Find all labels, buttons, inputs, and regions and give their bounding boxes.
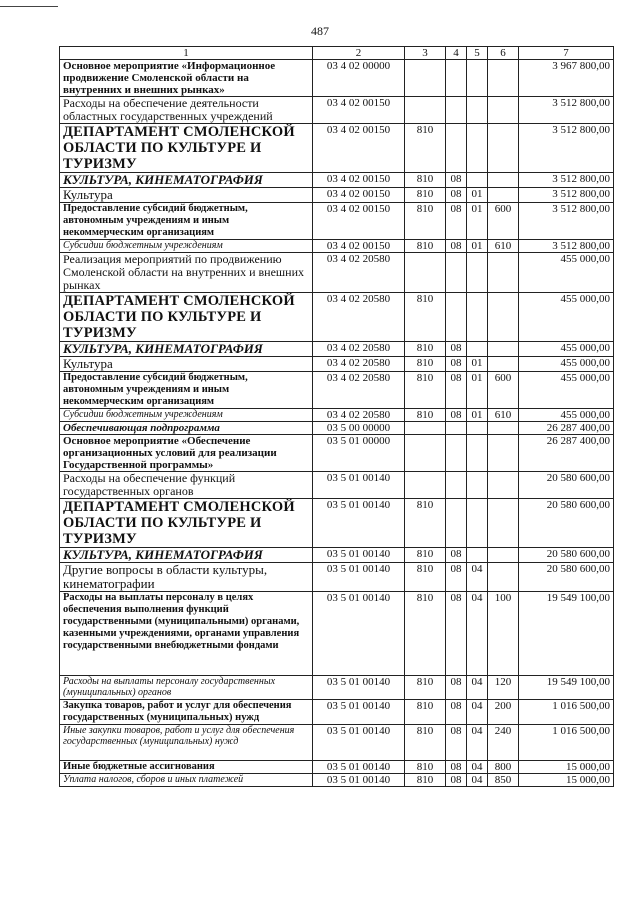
row-subsection: 04 [467, 563, 488, 592]
row-expense-type: 100 [488, 592, 519, 676]
row-amount: 455 000,00 [519, 293, 614, 342]
row-subsection [467, 499, 488, 548]
row-code: 03 4 02 00150 [313, 240, 405, 253]
page-number: 487 [311, 24, 329, 38]
table-row [60, 293, 614, 342]
row-expense-type [488, 499, 519, 548]
row-code: 03 5 01 00140 [313, 563, 405, 592]
row-name: Расходы на обеспечение деятельности областных государственных учреждений [60, 97, 313, 124]
row-ministry [405, 472, 446, 499]
row-code: 03 5 01 00140 [313, 592, 405, 676]
row-amount: 3 512 800,00 [519, 124, 614, 173]
row-ministry: 810 [405, 676, 446, 700]
row-name: Предоставление субсидий бюджетным, автономным учреждениям и иным некоммерческим организациям [60, 203, 313, 240]
row-section: 08 [446, 592, 467, 676]
row-amount: 455 000,00 [519, 409, 614, 422]
row-amount: 3 967 800,00 [519, 60, 614, 97]
row-ministry [405, 435, 446, 472]
row-ministry: 810 [405, 240, 446, 253]
row-section: 08 [446, 357, 467, 372]
row-subsection: 01 [467, 357, 488, 372]
row-subsection: 01 [467, 240, 488, 253]
table-row [60, 725, 614, 761]
row-subsection: 04 [467, 676, 488, 700]
row-section: 08 [446, 774, 467, 787]
row-section: 08 [446, 725, 467, 761]
row-name: Реализация мероприятий по продвижению Смоленской области на внутренних и внешних рынках [60, 253, 313, 293]
row-amount: 19 549 100,00 [519, 592, 614, 676]
row-ministry: 810 [405, 357, 446, 372]
row-expense-type: 120 [488, 676, 519, 700]
row-section: 08 [446, 203, 467, 240]
row-amount: 26 287 400,00 [519, 422, 614, 435]
row-ministry: 810 [405, 499, 446, 548]
row-expense-type [488, 188, 519, 203]
row-amount: 26 287 400,00 [519, 435, 614, 472]
row-ministry [405, 422, 446, 435]
row-expense-type: 600 [488, 372, 519, 409]
table-row [60, 342, 614, 357]
row-name: КУЛЬТУРА, КИНЕМАТОГРАФИЯ [60, 173, 313, 188]
table-row [60, 422, 614, 435]
row-ministry [405, 97, 446, 124]
row-name: ДЕПАРТАМЕНТ СМОЛЕНСКОЙ ОБЛАСТИ ПО КУЛЬТУРЕ И ТУРИЗМУ [60, 293, 313, 342]
row-amount: 3 512 800,00 [519, 188, 614, 203]
column-header: 6 [488, 47, 519, 60]
table-row [60, 774, 614, 787]
row-code: 03 5 00 00000 [313, 422, 405, 435]
row-ministry: 810 [405, 173, 446, 188]
row-expense-type [488, 422, 519, 435]
row-ministry [405, 253, 446, 293]
row-section [446, 60, 467, 97]
row-name: Закупка товаров, работ и услуг для обеспечения государственных (муниципальных) нужд [60, 700, 313, 725]
row-expense-type [488, 293, 519, 342]
row-ministry: 810 [405, 548, 446, 563]
row-subsection [467, 422, 488, 435]
corner-rule [0, 0, 58, 7]
table-row [60, 372, 614, 409]
row-section [446, 472, 467, 499]
row-name: Расходы на выплаты персоналу в целях обеспечения выполнения функций государственными (муниципальными) органами, казенными учреждениями, органами управления государственными внебюджетными фондами [60, 592, 313, 676]
header-row [60, 47, 614, 60]
row-expense-type: 800 [488, 761, 519, 774]
row-ministry [405, 60, 446, 97]
row-name: Субсидии бюджетным учреждениям [60, 409, 313, 422]
row-subsection: 04 [467, 592, 488, 676]
row-subsection: 04 [467, 761, 488, 774]
row-code: 03 5 01 00140 [313, 761, 405, 774]
row-amount: 3 512 800,00 [519, 203, 614, 240]
row-subsection: 01 [467, 372, 488, 409]
row-name: КУЛЬТУРА, КИНЕМАТОГРАФИЯ [60, 342, 313, 357]
table-row [60, 435, 614, 472]
row-amount: 455 000,00 [519, 253, 614, 293]
row-expense-type [488, 472, 519, 499]
row-name: Иные закупки товаров, работ и услуг для обеспечения государственных (муниципальных) нужд [60, 725, 313, 761]
table-row [60, 472, 614, 499]
row-name: Расходы на выплаты персоналу государственных (муниципальных) органов [60, 676, 313, 700]
row-expense-type [488, 563, 519, 592]
row-section: 08 [446, 676, 467, 700]
row-ministry: 810 [405, 774, 446, 787]
row-ministry: 810 [405, 188, 446, 203]
table-row [60, 563, 614, 592]
column-header: 1 [60, 47, 313, 60]
row-section [446, 97, 467, 124]
row-expense-type [488, 60, 519, 97]
row-code: 03 4 02 00150 [313, 173, 405, 188]
row-code: 03 4 02 20580 [313, 253, 405, 293]
table-row [60, 700, 614, 725]
row-name: Другие вопросы в области культуры, кинематографии [60, 563, 313, 592]
row-section: 08 [446, 761, 467, 774]
row-code: 03 4 02 00150 [313, 97, 405, 124]
column-header: 4 [446, 47, 467, 60]
table-row [60, 592, 614, 676]
row-subsection [467, 342, 488, 357]
row-section: 08 [446, 563, 467, 592]
row-expense-type: 610 [488, 409, 519, 422]
column-header: 3 [405, 47, 446, 60]
row-section [446, 293, 467, 342]
row-ministry: 810 [405, 592, 446, 676]
row-name: КУЛЬТУРА, КИНЕМАТОГРАФИЯ [60, 548, 313, 563]
table-row [60, 124, 614, 173]
row-section [446, 124, 467, 173]
row-amount: 19 549 100,00 [519, 676, 614, 700]
row-code: 03 5 01 00000 [313, 435, 405, 472]
table-row [60, 499, 614, 548]
row-expense-type: 850 [488, 774, 519, 787]
row-code: 03 4 02 20580 [313, 342, 405, 357]
row-code: 03 4 02 20580 [313, 372, 405, 409]
row-code: 03 5 01 00140 [313, 676, 405, 700]
table-row [60, 548, 614, 563]
column-header: 2 [313, 47, 405, 60]
table-row [60, 357, 614, 372]
row-subsection [467, 97, 488, 124]
row-ministry: 810 [405, 293, 446, 342]
row-amount: 15 000,00 [519, 761, 614, 774]
row-subsection [467, 548, 488, 563]
row-amount: 1 016 500,00 [519, 700, 614, 725]
row-section: 08 [446, 188, 467, 203]
row-subsection [467, 293, 488, 342]
row-subsection: 01 [467, 188, 488, 203]
row-code: 03 5 01 00140 [313, 774, 405, 787]
row-code: 03 4 02 00150 [313, 188, 405, 203]
row-amount: 20 580 600,00 [519, 472, 614, 499]
row-code: 03 5 01 00140 [313, 548, 405, 563]
row-expense-type [488, 97, 519, 124]
row-code: 03 5 01 00140 [313, 700, 405, 725]
row-name: Основное мероприятие «Информационное продвижение Смоленской области на внутренних и внешних рынках» [60, 60, 313, 97]
row-amount: 15 000,00 [519, 774, 614, 787]
row-name: Субсидии бюджетным учреждениям [60, 240, 313, 253]
row-expense-type [488, 357, 519, 372]
row-amount: 3 512 800,00 [519, 173, 614, 188]
row-code: 03 5 01 00140 [313, 499, 405, 548]
table-row [60, 409, 614, 422]
row-amount: 20 580 600,00 [519, 563, 614, 592]
row-amount: 455 000,00 [519, 342, 614, 357]
row-ministry: 810 [405, 203, 446, 240]
row-amount: 1 016 500,00 [519, 725, 614, 761]
row-name: Основное мероприятие «Обеспечение организационных условий для реализации Государственной программы» [60, 435, 313, 472]
row-expense-type [488, 253, 519, 293]
row-amount: 455 000,00 [519, 372, 614, 409]
table-row [60, 97, 614, 124]
row-expense-type [488, 124, 519, 173]
row-ministry: 810 [405, 700, 446, 725]
table-row [60, 676, 614, 700]
table-row [60, 240, 614, 253]
row-code: 03 4 02 20580 [313, 357, 405, 372]
row-section: 08 [446, 240, 467, 253]
row-subsection: 04 [467, 700, 488, 725]
row-subsection [467, 173, 488, 188]
row-ministry: 810 [405, 409, 446, 422]
row-code: 03 4 02 00150 [313, 124, 405, 173]
row-expense-type [488, 173, 519, 188]
table-row [60, 188, 614, 203]
row-expense-type: 610 [488, 240, 519, 253]
row-name: Иные бюджетные ассигнования [60, 761, 313, 774]
row-code: 03 4 02 00000 [313, 60, 405, 97]
row-expense-type [488, 435, 519, 472]
row-code: 03 4 02 20580 [313, 293, 405, 342]
row-name: Уплата налогов, сборов и иных платежей [60, 774, 313, 787]
row-section: 08 [446, 173, 467, 188]
row-subsection [467, 253, 488, 293]
row-subsection: 01 [467, 409, 488, 422]
row-ministry: 810 [405, 761, 446, 774]
row-ministry: 810 [405, 563, 446, 592]
row-code: 03 5 01 00140 [313, 725, 405, 761]
row-ministry: 810 [405, 342, 446, 357]
row-subsection [467, 124, 488, 173]
row-name: Культура [60, 357, 313, 372]
row-section [446, 422, 467, 435]
row-name: Предоставление субсидий бюджетным, автономным учреждениям и иным некоммерческим организациям [60, 372, 313, 409]
row-subsection [467, 472, 488, 499]
budget-table [59, 46, 614, 787]
row-subsection: 04 [467, 725, 488, 761]
row-name: Обеспечивающая подпрограмма [60, 422, 313, 435]
row-name: ДЕПАРТАМЕНТ СМОЛЕНСКОЙ ОБЛАСТИ ПО КУЛЬТУРЕ И ТУРИЗМУ [60, 124, 313, 173]
row-ministry: 810 [405, 372, 446, 409]
row-expense-type [488, 342, 519, 357]
row-expense-type: 240 [488, 725, 519, 761]
table-row [60, 253, 614, 293]
row-amount: 3 512 800,00 [519, 240, 614, 253]
row-code: 03 4 02 00150 [313, 203, 405, 240]
row-ministry: 810 [405, 725, 446, 761]
row-amount: 20 580 600,00 [519, 548, 614, 563]
column-header: 5 [467, 47, 488, 60]
row-expense-type: 600 [488, 203, 519, 240]
row-amount: 20 580 600,00 [519, 499, 614, 548]
table-row [60, 761, 614, 774]
row-section: 08 [446, 409, 467, 422]
row-section: 08 [446, 548, 467, 563]
column-header: 7 [519, 47, 614, 60]
row-section: 08 [446, 700, 467, 725]
row-amount: 3 512 800,00 [519, 97, 614, 124]
row-name: ДЕПАРТАМЕНТ СМОЛЕНСКОЙ ОБЛАСТИ ПО КУЛЬТУРЕ И ТУРИЗМУ [60, 499, 313, 548]
row-name: Расходы на обеспечение функций государственных органов [60, 472, 313, 499]
row-section [446, 253, 467, 293]
row-expense-type [488, 548, 519, 563]
row-section: 08 [446, 342, 467, 357]
row-code: 03 5 01 00140 [313, 472, 405, 499]
row-subsection: 04 [467, 774, 488, 787]
table-row [60, 60, 614, 97]
row-code: 03 4 02 20580 [313, 409, 405, 422]
row-expense-type: 200 [488, 700, 519, 725]
row-subsection: 01 [467, 203, 488, 240]
row-name: Культура [60, 188, 313, 203]
row-amount: 455 000,00 [519, 357, 614, 372]
table-row [60, 173, 614, 188]
table-row [60, 203, 614, 240]
row-section [446, 499, 467, 548]
row-subsection [467, 60, 488, 97]
row-section [446, 435, 467, 472]
row-ministry: 810 [405, 124, 446, 173]
row-subsection [467, 435, 488, 472]
row-section: 08 [446, 372, 467, 409]
